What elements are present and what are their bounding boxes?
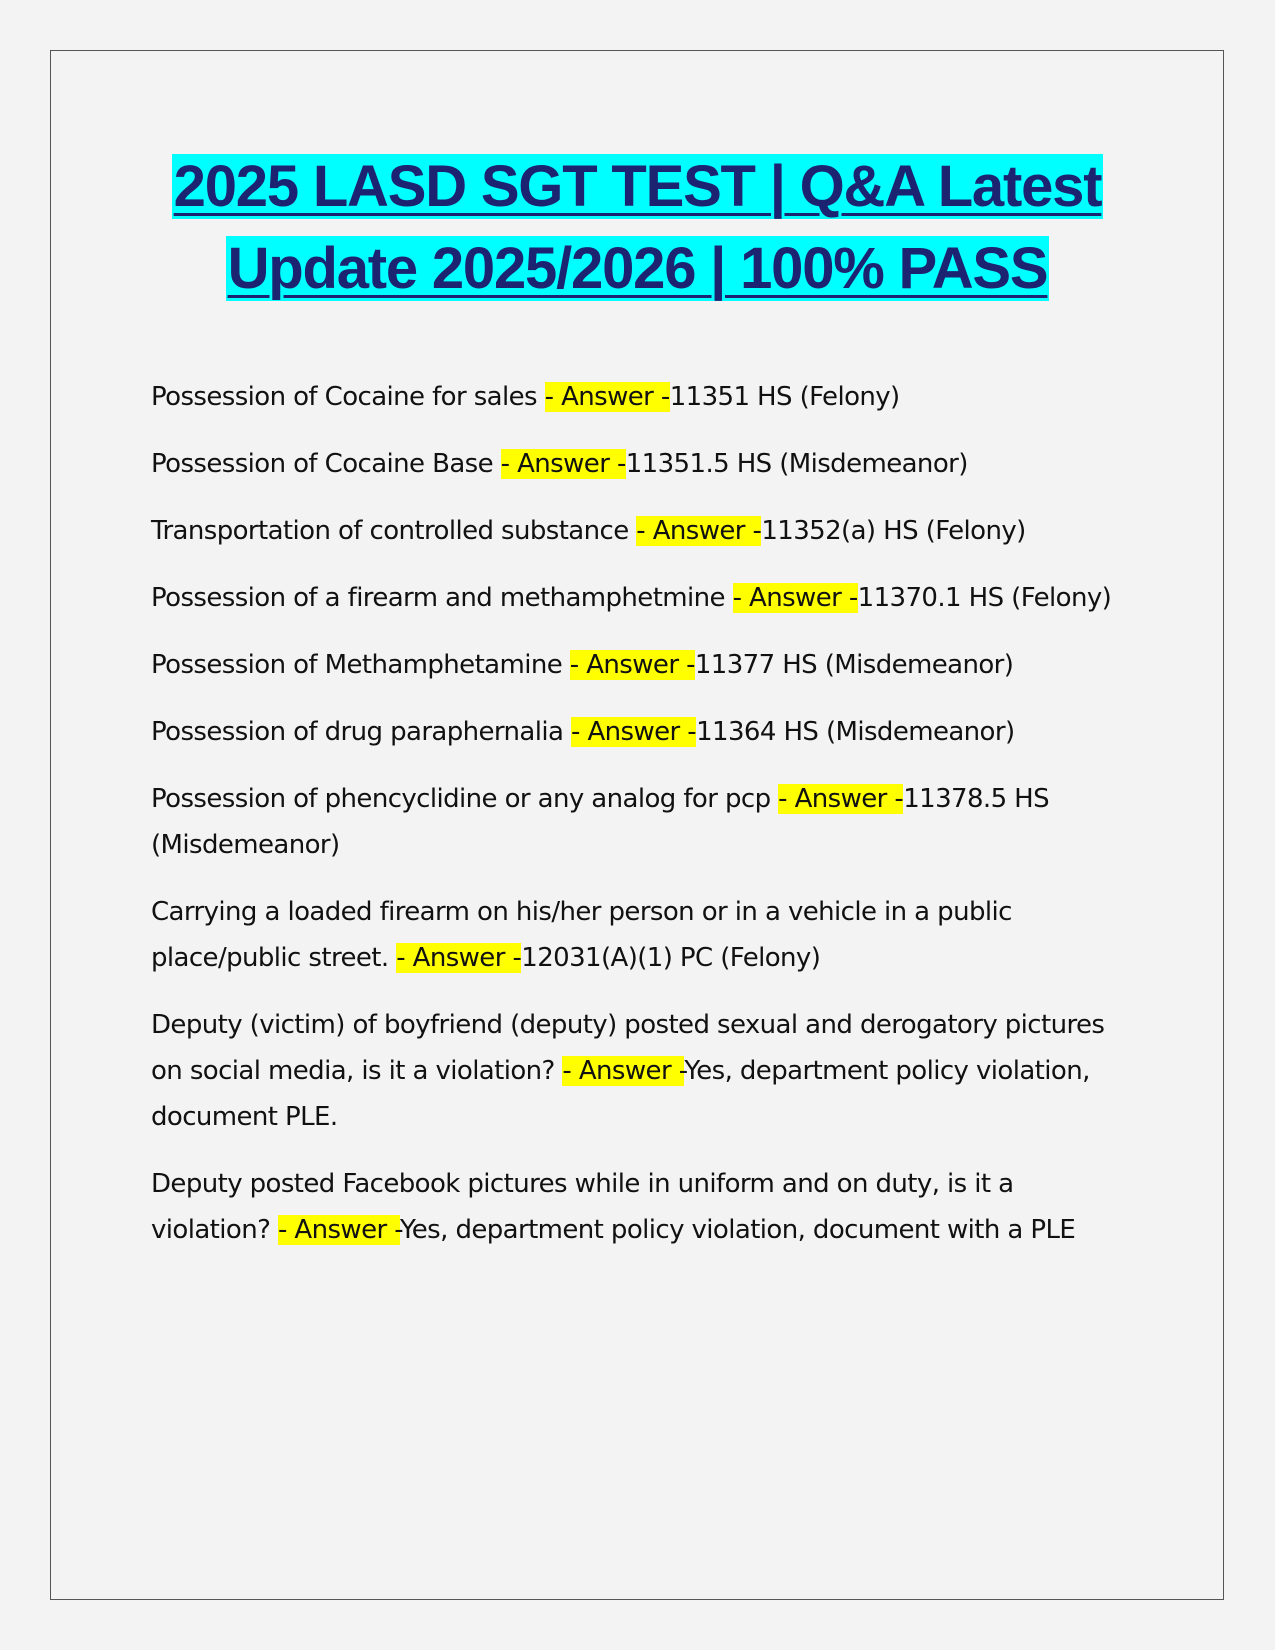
qa-item bbox=[151, 1161, 1121, 1253]
answer-text: 11378.5 HS (Misdemeanor) bbox=[151, 784, 1050, 860]
question-text: Possession of phencyclidine or any analog for pcp bbox=[151, 784, 779, 814]
answer-marker: - Answer - bbox=[571, 717, 697, 747]
answer-text: 11352(a) HS (Felony) bbox=[761, 516, 1026, 546]
qa-item bbox=[151, 441, 1121, 487]
answer-marker: - Answer - bbox=[562, 1056, 685, 1086]
question-text: Carrying a loaded firearm on his/her person or in a vehicle in a public place/public street. bbox=[151, 897, 1012, 973]
answer-marker: - Answer - bbox=[277, 1215, 400, 1245]
title-line-2: Update 2025/2026 | 100% PASS bbox=[227, 236, 1048, 301]
question-text: Possession of Cocaine Base bbox=[151, 449, 501, 479]
answer-text: 11351.5 HS (Misdemeanor) bbox=[625, 449, 968, 479]
answer-marker: - Answer - bbox=[732, 583, 858, 613]
qa-item bbox=[151, 889, 1121, 981]
answer-marker: - Answer - bbox=[500, 449, 626, 479]
answer-text: 11370.1 HS (Felony) bbox=[857, 583, 1112, 613]
qa-item bbox=[151, 374, 1121, 420]
question-text: Possession of drug paraphernalia bbox=[151, 717, 572, 747]
title-line-1: 2025 LASD SGT TEST | Q&A Latest bbox=[173, 154, 1102, 219]
question-text: Transportation of controlled substance bbox=[151, 516, 637, 546]
answer-text: 12031(A)(1) PC (Felony) bbox=[521, 943, 821, 973]
document-title bbox=[80, 146, 1195, 310]
answer-text: 11364 HS (Misdemeanor) bbox=[696, 717, 1015, 747]
question-text: Possession of a firearm and methamphetmine bbox=[151, 583, 733, 613]
answer-marker: - Answer - bbox=[544, 382, 670, 412]
answer-marker: - Answer - bbox=[636, 516, 762, 546]
answer-text: Yes, department policy violation, document PLE. bbox=[151, 1056, 1090, 1132]
answer-marker: - Answer - bbox=[569, 650, 695, 680]
question-text: Deputy (victim) of boyfriend (deputy) posted sexual and derogatory pictures on social media, is it a violation? bbox=[151, 1010, 1105, 1086]
qa-item bbox=[151, 1002, 1121, 1140]
question-text: Deputy posted Facebook pictures while in uniform and on duty, is it a violation? bbox=[151, 1169, 1014, 1245]
qa-item bbox=[151, 508, 1121, 554]
answer-marker: - Answer - bbox=[778, 784, 904, 814]
answer-text: 11377 HS (Misdemeanor) bbox=[694, 650, 1014, 680]
qa-item bbox=[151, 575, 1121, 621]
question-text: Possession of Methamphetamine bbox=[151, 650, 570, 680]
qa-item bbox=[151, 776, 1121, 868]
qa-list bbox=[151, 374, 1121, 1274]
qa-item bbox=[151, 709, 1121, 755]
question-text: Possession of Cocaine for sales bbox=[151, 382, 545, 412]
qa-item bbox=[151, 642, 1121, 688]
answer-marker: - Answer - bbox=[396, 943, 522, 973]
answer-text: Yes, department policy violation, document with a PLE bbox=[399, 1215, 1076, 1245]
answer-text: 11351 HS (Felony) bbox=[669, 382, 900, 412]
